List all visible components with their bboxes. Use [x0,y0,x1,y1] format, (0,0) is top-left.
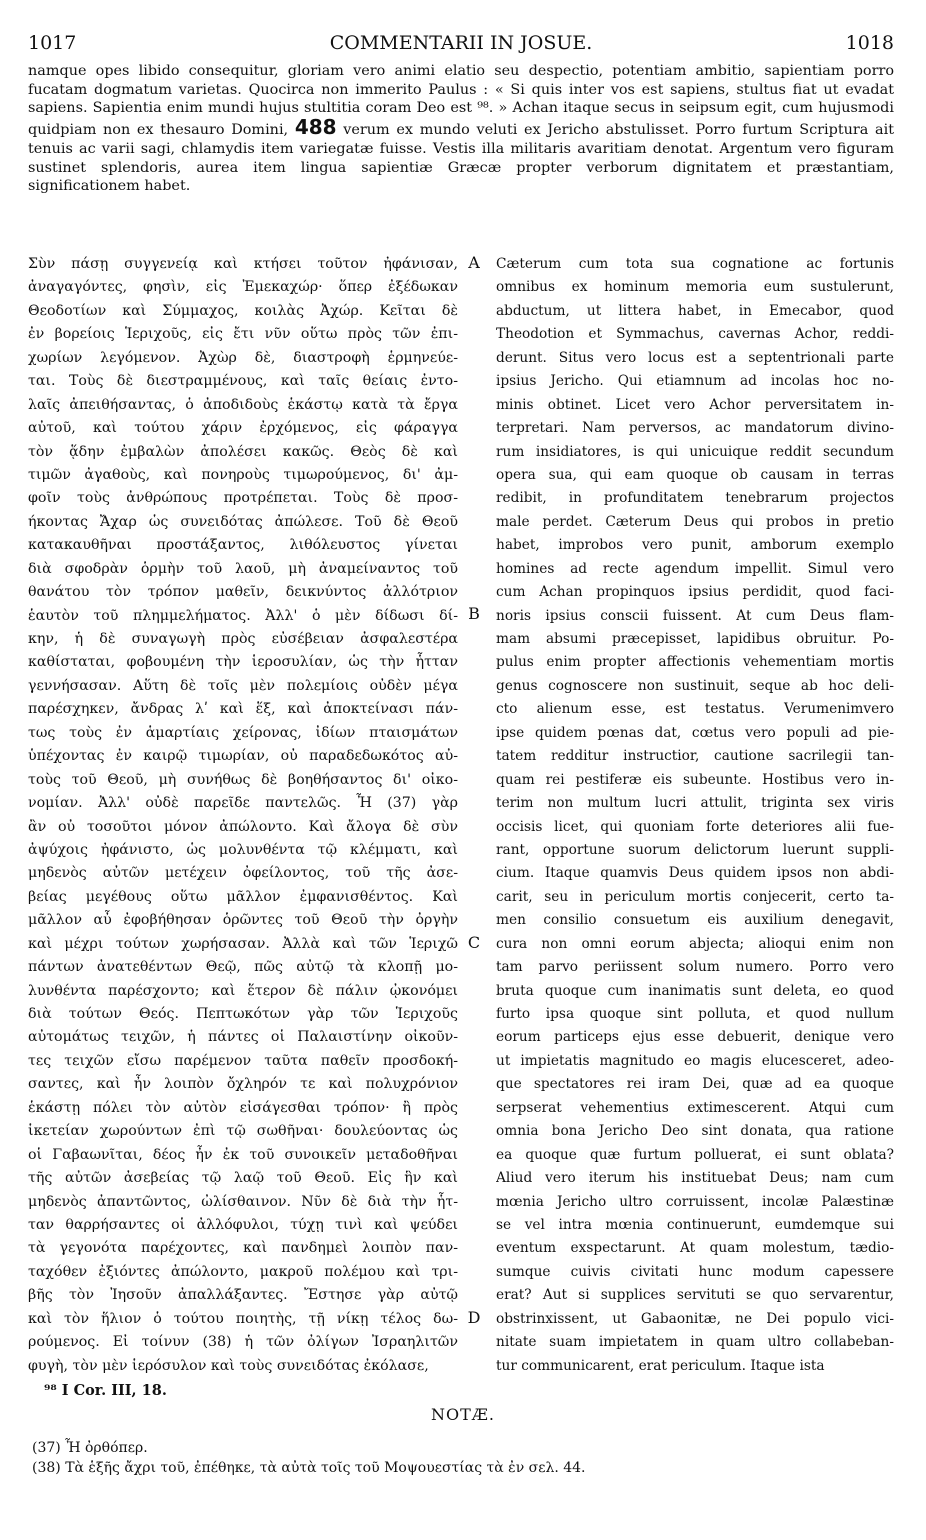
latin-line: furto ipsa quoque sint polluta, et quod nullum [496,1006,894,1022]
latin-line: rum insidiatores, is qui unicuique reddit secundum [496,443,894,460]
greek-line: ἀψύχοις ἠφάνιστο, ὡς μολυνθέντα τῷ κλέμματι, καὶ [28,841,458,858]
greek-line: ἑαυτὸν τοῦ πλημμελήματος. Ἀλλ' ὁ μὲν δίδωσι δί- [28,607,458,624]
page-header [28,32,894,58]
greek-line: τῆς αὐτῶν ἀσεβείας τῷ λαῷ τοῦ Θεοῦ. Εἰς ἣν καὶ [28,1170,458,1187]
latin-line: bruta quoque cum inanimatis sunt deleta, eo quod [496,982,894,999]
greek-line: μηδενὸς ἀπαντῶντος, ὠλίσθαινον. Νῦν δὲ διὰ τὴν ἧτ- [28,1193,458,1210]
margin-letter-c: C [467,933,481,952]
greek-line: Σὺν πάσῃ συγγενείᾳ καὶ κτήσει τοῦτον ἠφάνισαν, [28,256,458,272]
latin-line: pulus enim propter affectionis vehementiam mortis [496,654,894,671]
greek-line: χωρίων λεγόμενον. Ἀχὼρ δὲ, διαστροφὴ ἑρμηνεύε- [28,349,458,366]
margin-letter-d: D [467,1308,481,1327]
running-title: COMMENTARII IN JOSUE. [329,32,593,54]
latin-line: que spectatores rei iram Dei, quæ ad ea quoque [496,1076,894,1093]
greek-line: ἐν βορείοις Ἱεριχοῦς, εἰς ἔτι νῦν οὕτω πρὸς τῶν ἐπι- [28,326,458,343]
latin-line: omnia bona Jericho Deo sint donata, qua ratione [496,1123,894,1140]
latin-line: minis obtinet. Licet vero Achor perversitatem in- [496,396,894,413]
latin-line: redibit, in profunditatem tenebrarum projectos [496,490,894,507]
latin-line: ut impietatis magnitudo eo magis elucesceret, adeo- [496,1052,894,1069]
greek-line: θανάτου τὸν τρόπον μαθεῖν, δεικνύντος ἀλλότριον [28,584,458,601]
greek-line: ἱκετείαν χωρούντων ἐπὶ τῷ σωθῆναι· δουλεύοντας ὡς [28,1123,458,1140]
latin-line: abductum, ut littera habet, in Emecabor, quod [496,302,894,319]
latin-line: Aliud vero iterum his instituebat Deus; nam cum [496,1170,894,1187]
greek-line: ἂν οὐ τοσοῦτοι μόνον ἀπώλοντο. Καὶ ἄλογα δὲ σὺν [28,818,458,835]
margin-letter-b: B [468,604,480,623]
latin-line: ipse quidem pœnas dat, cœtus vero populi ad pie- [496,724,894,741]
latin-line: rant, opportune suorum delictorum luerunt suppli- [496,841,894,858]
greek-line: ται. Τοὺς δὲ διεστραμμένους, καὶ ταῖς θείαις ἐντο- [28,373,458,390]
notes-heading: NOTÆ. [431,1405,495,1424]
two-column-body [28,253,894,1378]
latin-line: eorum particeps ejus esse debuerit, denique vero [496,1029,894,1046]
page-number-left: 1017 [28,32,77,54]
greek-line: μηδενὸς αὐτῶν μετέχειν ὀφείλοντος, τοῦ τῆς ἀσε- [28,865,458,882]
intro-text-part2: verum ex mundo veluti ex Jericho abstulisset. Porro furtum Scriptura ait tenuis ac varii sagi, chlamydis item variegatæ fuisse. Vestis illa militaris avaritiam denotat. Argentum vero figuram sustinet splendoris, aurea item lingua sapientiæ Græcæ propter verborum dignitatem et præstantiam, significationem habet. [28,122,895,195]
greek-line: λυνθέντα παρέσχοντο; καὶ ἕτερον δὲ πάλιν ᾠκονόμει [28,982,458,999]
latin-line: obstrinxissent, ut Gabaonitæ, ne Dei populo vici- [496,1310,894,1327]
latin-line: cium. Itaque quamvis Deus quidem ipsos non abdi- [496,865,894,882]
latin-line: eventum exspectarunt. At quam molestum, tædio- [496,1240,894,1257]
greek-line: γεννήσασαν. Αὕτη δὲ τοῖς μὲν πολεμίοις οὐδὲν μέγα [28,677,458,694]
page-number-right: 1018 [845,32,894,54]
footnote: ⁹⁸ I Cor. III, 18. [44,1382,167,1399]
greek-line: κην, ἡ δὲ συναγωγὴ πρὸς εὐσέβειαν ἀσφαλεστέρα [28,631,458,647]
latin-column [496,253,894,1378]
greek-line: οἱ Γαβαωνῖται, δέος ἦν ἐκ τοῦ συνοικεῖν μεταδοθῆναι [28,1146,458,1163]
greek-line: διὰ τούτων Θεός. Πεπτωκότων γὰρ τῶν Ἱεριχοῦς [28,1006,458,1022]
notes-section [32,1438,902,1478]
greek-line: βῆς τὸν Ἰησοῦν ἀπαλλάξαντες. Ἔστησε γὰρ αὐτῷ [28,1287,458,1304]
latin-line: tam parvo periissent solum numero. Porro vero [496,959,894,976]
latin-line: mam absumi præcepisset, lapidibus obruitur. Po- [496,631,894,647]
greek-line: καθίσταται, φοβουμένη τὴν ἱεροσυλίαν, ὡς τὴν ἧτταν [28,654,458,671]
greek-line: κατακαυθῆναι προστάξαντος, λιθόλευστος γίνεται [28,537,458,554]
latin-line: omnibus ex hominum memoria eum sustulerunt, [496,279,894,296]
latin-line: cura non omni eorum abjecta; alioqui enim non [496,935,894,952]
greek-line: τιμῶν ἀγαθοὺς, καὶ πονηροὺς τιμωρούμενος, δι' ἀμ- [28,466,458,483]
latin-line: mœnia Jericho ultro corruissent, incolæ Palæstinæ [496,1193,894,1210]
greek-column [28,253,458,1378]
intro-text-part1: namque opes libido consequitur, gloriam vero animi elatio seu despectio, potentiam ambitio, sapientiam porro fucatam dogmatum varietas. Quocirca non immerito Paulus : « Si quis inter vos est sapiens, stultus fiat ut evadat sapiens. Sapientia enim mundi hujus stultitia coram Deo est ⁹⁸. » Achan itaque secus in seipsum egit, cum hujusmodi quidpiam non ex thesauro Domini, [28,63,894,139]
greek-line: ταν θαρρήσαντες οἱ ἀλλόφυλοι, τύχῃ τινὶ καὶ ψεύδει [28,1216,458,1233]
intro-paragraph [28,62,894,196]
greek-line: διὰ σφοδρὰν ὁρμὴν τοῦ λαοῦ, μὴ ἀναμείναντος τοῦ [28,560,458,577]
greek-line: ρούμενος. Εἰ τοίνυν (38) ἡ τῶν ὀλίγων Ἰσραηλιτῶν [28,1334,458,1351]
latin-line: tatem redditur instructior, cautione sacrilegii tan- [496,748,894,765]
greek-line: αὐτοῦ, καὶ τούτου χάριν ἐρχόμενος, εἰς φάραγγα [28,420,458,437]
note-37: (37) Ἦ ὀρθόπερ. [32,1440,148,1456]
latin-line: sumque cuivis civitati hunc modum capessere [496,1263,894,1280]
greek-line: τες τειχῶν εἴσω παρέμενον ταῦτα παθεῖν προσδοκή- [28,1052,458,1069]
latin-line: se vel intra mœnia continuerunt, eumdemque sui [496,1216,894,1233]
column-number: 488 [294,115,337,140]
greek-line: φυγὴ, τὸν μὲν ἱερόσυλον καὶ τοὺς συνειδότας ἐκόλασε, [28,1357,429,1374]
greek-line: αὐτομάτως τειχῶν, ἡ πάντες οἱ Παλαιστίνην οἰκοῦν- [28,1029,458,1046]
note-38: (38) Τὰ ἑξῆς ἄχρι τοῦ, ἐπέθηκε, τὰ αὐτὰ τοῖς τοῦ Μοψουεστίας τὰ ἐν σελ. 44. [32,1460,586,1476]
latin-line: quam rei pestiferæ eis subeunte. Hostibus vero in- [496,771,894,788]
greek-line: πάντων ἀνατεθέντων Θεῷ, πῶς αὐτῷ τὰ κλοπῇ μο- [28,959,458,976]
latin-line: men consilio consuetum eis auxilium denegavit, [496,912,894,929]
greek-line: παρέσχηκεν, ἄνδρας λʹ καὶ ἕξ, καὶ ἀποκτείνασι πάν- [28,701,458,718]
greek-line: ἀναγαγόντες, φησὶν, εἰς Ἐμεκαχώρ· ὅπερ ἐξέδωκαν [28,279,458,296]
latin-line: ea quoque quæ furtum polluerat, ei sunt oblata? [496,1146,894,1163]
latin-line: noris ipsius conscii fuissent. At cum Deus flam- [496,607,894,624]
latin-line: opera sua, qui eam quoque ob causam in terras [496,466,894,483]
greek-line: τοὺς τοῦ Θεοῦ, μὴ συνήθως δὲ βοηθήσαντος δι' οἰκο- [28,771,458,788]
greek-line: ὑπέχοντας ἐν καιρῷ τιμωρίαν, οὐ παραδεδωκότος αὐ- [28,748,458,765]
greek-line: μᾶλλον αὖ ἐφοβήθησαν ὁρῶντες τοῦ Θεοῦ τὴν ὀργὴν [28,912,458,929]
greek-line: φοῖν τοὺς ἀνθρώπους προτρέπεται. Τοὺς δὲ προσ- [28,490,458,507]
latin-line: terpretari. Nam perversos, ac mandatorum divino- [496,420,894,437]
greek-line: καὶ τὸν ἥλιον ὁ τούτου ποιητὴς, τῇ νίκῃ τέλος δω- [28,1310,458,1327]
latin-line: occisis licet, qui quoniam forte deteriores alii fue- [496,818,894,835]
greek-line: βείας μεγέθους οὕτω μᾶλλον ἐμφανισθέντος. Καὶ [28,888,458,905]
latin-line: terim non multum lucri attulit, triginta sex viris [496,795,894,812]
greek-line: ήκοντας Ἄχαρ ὡς συνειδότας ἀπώλεσε. Τοῦ δὲ Θεοῦ [28,513,458,530]
latin-line: carit, seu in periculum mortis conjecerit, certo ta- [496,888,894,905]
latin-line: derunt. Situs vero locus est a septentrionali parte [496,349,894,366]
greek-line: λαῖς ἀπειθήσαντας, ὁ ἀποδιδοὺς ἑκάστῳ κατὰ τὰ ἔργα [28,396,458,413]
greek-line: Θεοδοτίων καὶ Σύμμαχος, κοιλὰς Ἀχώρ. Κεῖται δὲ [28,302,458,319]
latin-line: genus cognoscere non sustinuit, seque ab hoc deli- [496,677,894,694]
latin-line: cto alienum esse, est testatus. Verumenimvero [496,701,894,718]
greek-line: καὶ μέχρι τούτων χωρήσασαν. Ἀλλὰ καὶ τῶν Ἱεριχῶ [28,935,458,952]
greek-line: τὸν ᾅδην ἐμβαλὼν ἀπολέσει κακῶς. Θεὸς δὲ καὶ [28,443,458,460]
greek-line: ἑκάστῃ πόλει τὸν αὐτὸν εἰσάγεσθαι τρόπον· ἢ πρὸς [28,1099,458,1116]
latin-line: tur communicarent, erat periculum. Itaque ista [496,1357,825,1374]
latin-line: serpserat vehementius extimescerent. Atqui cum [496,1099,894,1116]
latin-line: Cæterum cum tota sua cognatione ac fortunis [496,256,894,272]
greek-line: νομίαν. Ἀλλ' οὐδὲ παρεῖδε παντελῶς. Ἦ (37) γὰρ [28,795,458,812]
margin-letter-a: A [468,253,480,272]
greek-line: τὰ γεγονότα παρέχοντες, καὶ πανδημεὶ λοιπὸν παν- [28,1240,458,1257]
latin-line: erat? Aut si supplices servituti se quo servarentur, [496,1287,894,1304]
latin-line: Theodotion et Symmachus, cavernas Achor, reddi- [496,326,894,343]
greek-line: σαντες, καὶ ἦν λοιπὸν ὄχληρόν τε καὶ πολυχρόνιον [28,1076,458,1093]
latin-line: habet, improbos vero punit, amborum exemplo [496,537,894,554]
greek-line: ταχόθεν ἐξιόντες ἀπώλοντο, μακροῦ πολέμου καὶ τρι- [28,1263,458,1280]
latin-line: male perdet. Cæterum Deus qui probos in pretio [496,513,894,530]
latin-line: homines ad recte agendum impellit. Simul vero [496,560,894,577]
latin-line: nitate suam impietatem in quam ultro collabeban- [496,1334,894,1351]
latin-line: ipsius Jericho. Qui etiamnum ad incolas hoc no- [496,373,894,390]
latin-line: cum Achan propinquos ipsius perdidit, quod faci- [496,584,894,601]
greek-line: τως τοὺς ἐν ἁμαρτίαις χείρονας, ἰδίων πταισμάτων [28,724,458,741]
